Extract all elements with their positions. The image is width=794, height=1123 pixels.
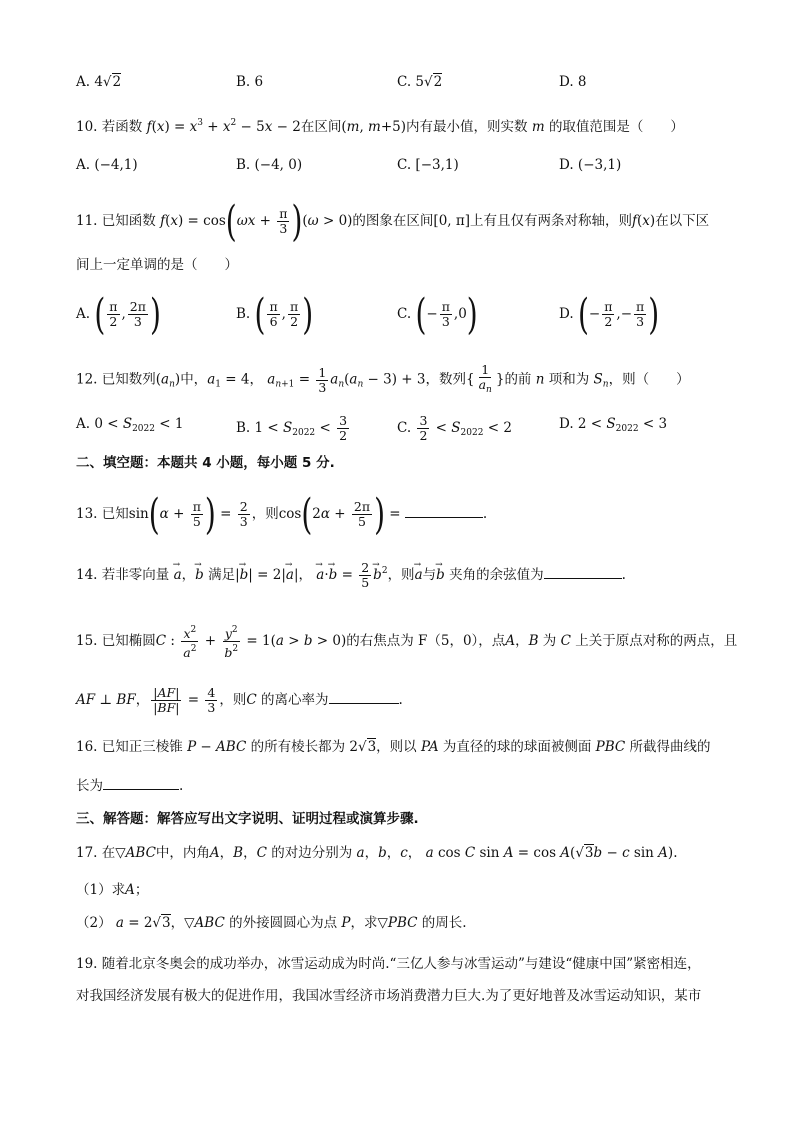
q13-stem: 13. 已知sin(α + $\frac{\pi}{5}$ ) = $\frac{2}{3}$ ，则cos(2α + $\frac{2\pi}{5}$ ) = . bbox=[76, 489, 488, 539]
q15-stem: 15. 已知椭圆C : $\frac{x^2}{a^2}$ + $\frac{y^2}{b^2}$ = 1(a > b > 0)的右焦点为 F（5，0），点A，B 为 C 上关于原点对称的两点，且 bbox=[76, 625, 738, 660]
q12-stem: 12. 已知数列$(a_n)$中，$a_1 = 4$， $a_{n+1}$ = $\frac{1}{3}$ $a_n(a_n - 3) + 3$，数列{ $\frac{1}{a_n}$ }的前 n 项和为 $S_n$，则（ ） bbox=[76, 362, 690, 395]
q12-option-b: B. $1 < S_{2022}$ < $\frac{3}{2}$ bbox=[236, 413, 348, 443]
q9-option-b: B. 6 bbox=[236, 74, 264, 90]
q16-stem: 16. 已知正三棱锥 P − ABC 的所有棱长都为 2√3，则以 PA 为直径的球的球面被侧面 PBC 所截得曲线的 bbox=[76, 739, 711, 755]
q11-option-b: B. ( $\frac{\pi}{6}$ , $\frac{\pi}{2}$ ) bbox=[236, 289, 314, 339]
q17-part1: （1）求A； bbox=[76, 882, 149, 898]
q19-line1: 19. 随着北京冬奥会的成功举办，冰雪运动成为时尚.“三亿人参与冰雪运动”与建设“健康中国”紧密相连， bbox=[76, 956, 701, 972]
q16-answer-blank[interactable] bbox=[103, 775, 179, 790]
q11-option-c: C. (− $\frac{\pi}{3}$ ,0) bbox=[397, 289, 478, 339]
q11-stem: 11. 已知函数 f(x) = cos(ωx + $\frac{\pi}{3}$ )(ω > 0)的图象在区间[0, π]上有且仅有两条对称轴，则f(x)在以下区 bbox=[76, 196, 710, 246]
q10-option-c: C. [−3,1) bbox=[397, 157, 459, 173]
q16-line2: 长为 . bbox=[76, 775, 183, 796]
q12-option-a: A. $0 < S_{2022} < 1$ bbox=[76, 416, 184, 434]
q9-option-a: A. 4√2 bbox=[76, 74, 122, 90]
q12-option-d: D. $2 < S_{2022} < 3$ bbox=[559, 416, 668, 434]
q11-option-a: A. ( $\frac{\pi}{2}$ , $\frac{2\pi}{3}$ ) bbox=[76, 289, 161, 339]
q9-option-d: D. 8 bbox=[559, 74, 587, 90]
q10-option-d: D. (−3,1) bbox=[559, 157, 622, 173]
q10-option-a: A. (−4,1) bbox=[76, 157, 138, 173]
q10-option-b: B. (−4, 0) bbox=[236, 157, 303, 173]
q12-option-c: C. $\frac{3}{2}$ < $S_{2022} < 2$ bbox=[397, 413, 512, 443]
q14-answer-blank[interactable] bbox=[544, 564, 622, 579]
q10-stem: 10. 若函数 $f(x) = x^3 + x^2 - 5x - 2$在区间(m, m+5)内有最小值，则实数 m 的取值范围是（ ） bbox=[76, 118, 684, 135]
q15-line2: AF ⊥ BF， $\frac{|AF|}{|BF|}$ = $\frac{4}{3}$ ，则C 的离心率为 . bbox=[76, 685, 403, 715]
q11-line2: 间上一定单调的是（ ） bbox=[76, 257, 238, 273]
q17-part2: （2） a = 2√3，▽ABC 的外接圆圆心为点 P，求▽PBC 的周长. bbox=[76, 915, 467, 931]
q14-stem: 14. 若非零向量 → a，→ b 满足|→ b| = 2|→ a|， → a·→ b = $\frac{2}{5}$ → $b^2$，则→ a与→ b 夹角的余弦值为 . bbox=[76, 561, 626, 590]
q19-line2: 对我国经济发展有极大的促进作用，我国冰雪经济市场消费潜力巨大.为了更好地普及冰雪运动知识，某市 bbox=[76, 988, 702, 1004]
q13-answer-blank[interactable] bbox=[405, 503, 483, 518]
q17-stem: 17. 在▽ABC中，内角A，B，C 的对边分别为 a，b，c， a cos C sin A = cos A(√3b − c sin A). bbox=[76, 845, 678, 861]
q9-option-c: C. 5√2 bbox=[397, 74, 443, 90]
q15-answer-blank[interactable] bbox=[329, 689, 399, 704]
q11-option-d: D. (− $\frac{\pi}{2}$ ,− $\frac{\pi}{3}$ ) bbox=[559, 289, 660, 339]
section-fill-in-heading: 二、填空题：本题共 4 小题，每小题 5 分. bbox=[76, 455, 335, 471]
section-solution-heading: 三、解答题：解答应写出文字说明、证明过程或演算步骤. bbox=[76, 811, 419, 827]
